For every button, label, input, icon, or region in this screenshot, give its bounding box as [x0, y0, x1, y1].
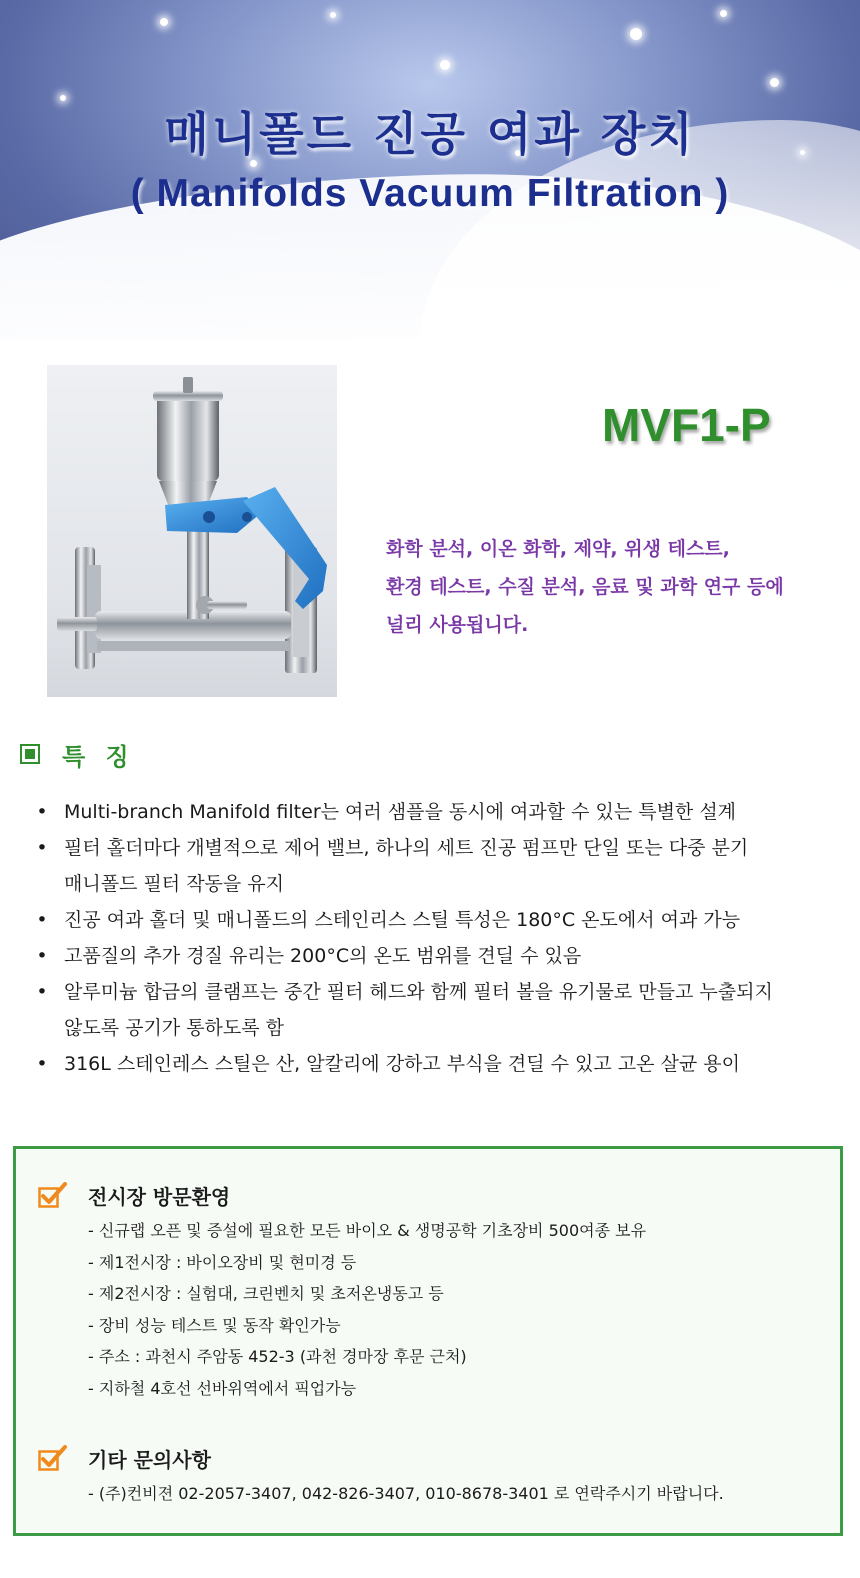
bullet-icon: • [36, 945, 48, 967]
product-image [47, 365, 337, 697]
star-decoration [330, 12, 336, 18]
features-list [36, 794, 836, 1082]
showroom-title: 전시장 방문환영 [88, 1184, 231, 1209]
bullet-icon: • [36, 909, 48, 931]
feature-text: 않도록 공기가 통하도록 함 [64, 1017, 285, 1039]
square-bullet-icon [20, 744, 40, 764]
list-item: - 신규랩 오픈 및 증설에 필요한 모든 바이오 & 생명공학 기초장비 500여종 보유 [88, 1221, 647, 1240]
star-decoration [720, 10, 727, 17]
feature-text: 매니폴드 필터 작동을 유지 [64, 873, 285, 895]
bullet-icon: • [36, 837, 48, 859]
features-heading [20, 738, 135, 770]
list-item: - 주소 : 과천시 주암동 452-3 (과천 경마장 후문 근처) [88, 1347, 467, 1366]
page-subtitle: ( Manifolds Vacuum Filtration ) [130, 172, 730, 215]
list-item [36, 794, 836, 830]
feature-text: Multi-branch Manifold filter는 여러 샘플을 동시에 여과할 수 있는 특별한 설계 [64, 801, 737, 823]
list-item: - 지하철 4호선 선바위역에서 픽업가능 [88, 1378, 357, 1398]
list-item [36, 938, 836, 974]
contact-list [88, 1478, 828, 1510]
list-item: - 제2전시장 : 실험대, 크린벤치 및 초저온냉동고 등 [88, 1284, 444, 1303]
usage-description [386, 530, 846, 644]
list-item: - 장비 성능 테스트 및 동작 확인가능 [88, 1315, 341, 1335]
bullet-icon: • [36, 801, 48, 823]
showroom-list [88, 1215, 828, 1404]
list-item [36, 830, 836, 902]
star-decoration [440, 60, 450, 70]
feature-text: 고품질의 추가 경질 유리는 200°C의 온도 범위를 견딜 수 있음 [64, 945, 582, 967]
list-item: - (주)컨비젼 02-2057-3407, 042-826-3407, 010-8678-3401 로 연락주시기 바랍니다. [88, 1484, 724, 1503]
checkbox-check-icon [38, 1182, 68, 1208]
star-decoration [770, 78, 779, 87]
model-name: MVF1-P [602, 399, 771, 451]
feature-text: 필터 홀더마다 개별적으로 제어 밸브, 하나의 세트 진공 펌프만 단일 또는 다중 분기 [64, 837, 749, 859]
feature-text: 316L 스테인레스 스틸은 산, 알칼리에 강하고 부식을 견딜 수 있고 고온 살균 용이 [64, 1053, 740, 1075]
list-item [36, 902, 836, 938]
hero-banner [0, 0, 860, 340]
bullet-icon: • [36, 1053, 48, 1075]
showroom-heading [38, 1179, 828, 1211]
info-box [13, 1146, 843, 1536]
feature-text: 알루미늄 합금의 클램프는 중간 필터 헤드와 함께 필터 볼을 유기물로 만들고 누출되지 [64, 981, 773, 1003]
list-item [36, 974, 836, 1046]
checkbox-check-icon [38, 1445, 68, 1471]
manifold-filter-illustration [47, 365, 337, 697]
page-title: 매니폴드 진공 여과 장치 [164, 107, 696, 161]
list-item: - 제1전시장 : 바이오장비 및 현미경 등 [88, 1252, 357, 1272]
star-decoration [630, 28, 642, 40]
star-decoration [160, 18, 168, 26]
usage-line: 화학 분석, 이온 화학, 제약, 위생 테스트, [386, 538, 730, 560]
usage-line: 환경 테스트, 수질 분석, 음료 및 과학 연구 등에 [386, 576, 784, 598]
usage-line: 널리 사용됩니다. [386, 614, 529, 636]
showroom-section [38, 1179, 828, 1404]
list-item [36, 1046, 836, 1082]
contact-title: 기타 문의사항 [88, 1447, 211, 1472]
bullet-icon: • [36, 981, 48, 1003]
contact-section [38, 1442, 828, 1510]
feature-text: 진공 여과 홀더 및 매니폴드의 스테인리스 스틸 특성은 180°C 온도에서 여과 가능 [64, 909, 741, 931]
contact-heading [38, 1442, 828, 1474]
features-title: 특 징 [62, 742, 135, 771]
